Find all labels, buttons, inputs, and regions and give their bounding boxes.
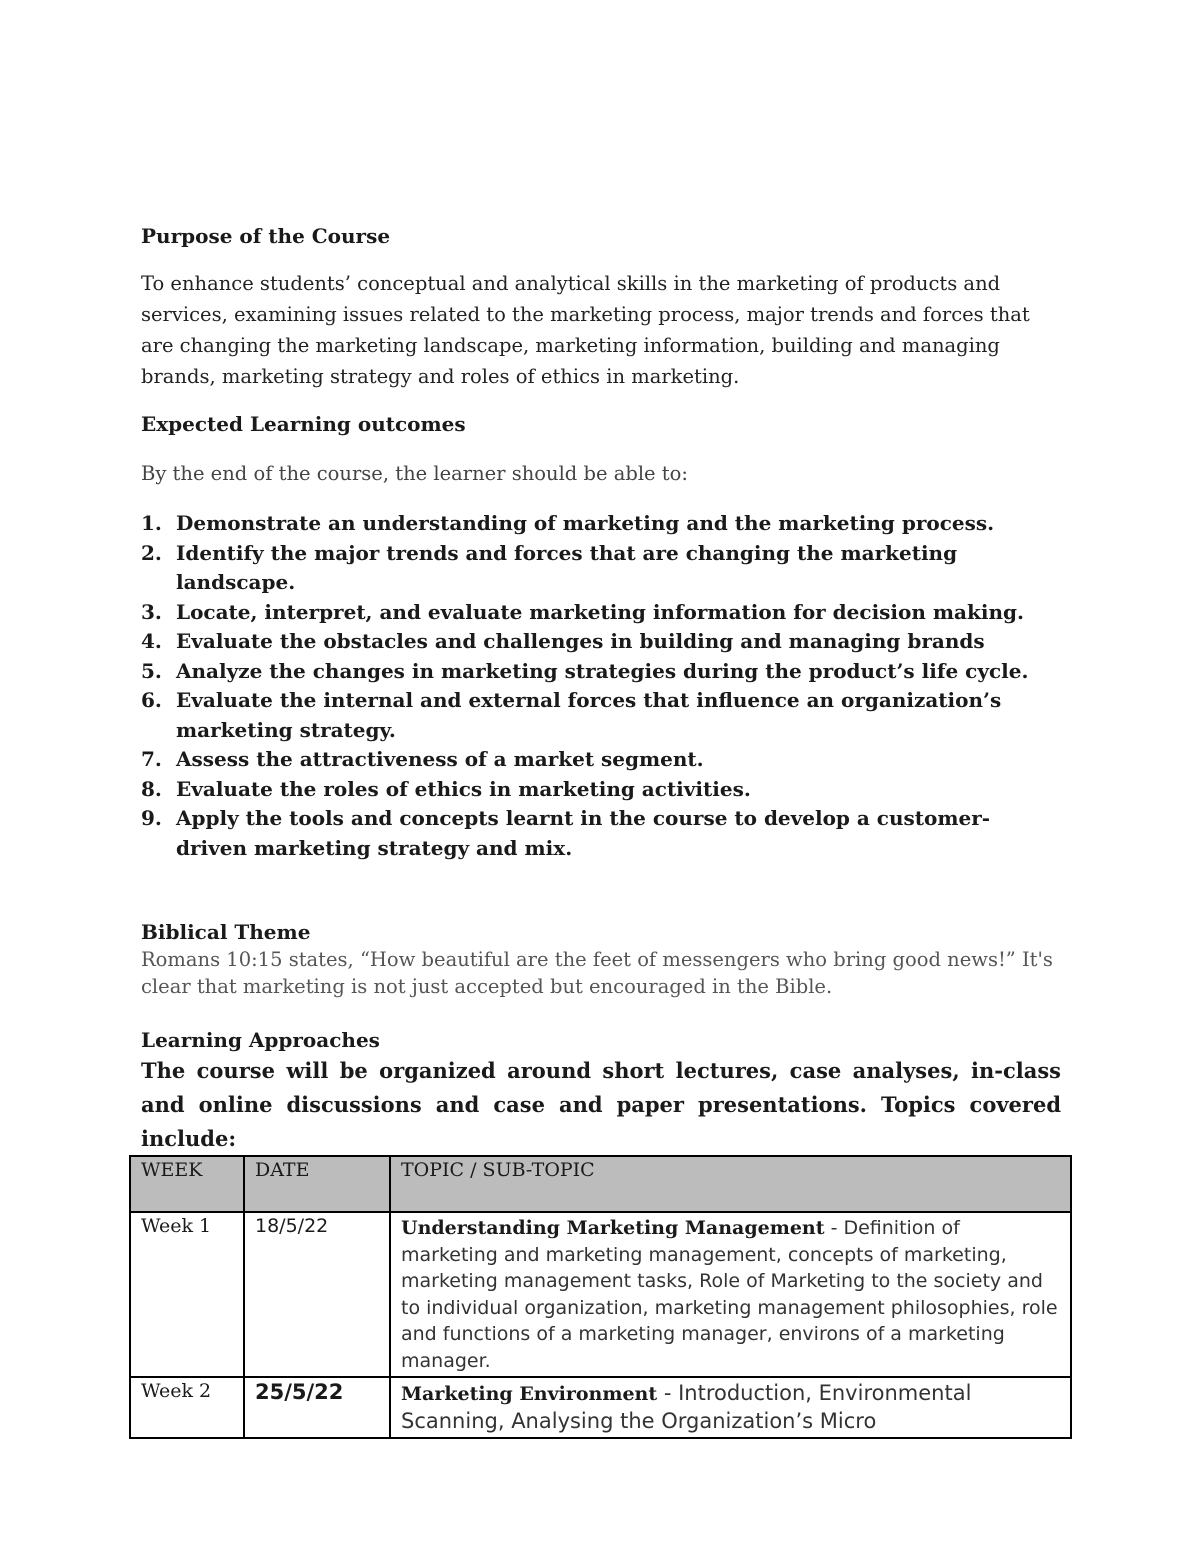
outcome-text: Evaluate the internal and external forces that influence an organization’s marketing strategy. xyxy=(176,688,1002,742)
topic-detail: - Definition of marketing and marketing management, concepts of marketing, marketing management tasks, Role of Marketing to the society and to individual organization, marketing management philosophies, role and functions of a marketing manager, environs of a marketing manager. xyxy=(401,1217,1058,1372)
outcome-item xyxy=(141,775,1061,805)
table-row xyxy=(130,1212,1071,1377)
topic-title: Understanding Marketing Management xyxy=(401,1217,825,1239)
date-cell: 18/5/22 xyxy=(244,1212,390,1377)
outcome-item xyxy=(141,509,1061,539)
topic-cell xyxy=(390,1212,1071,1377)
header-week: WEEK xyxy=(130,1156,244,1212)
outcome-item xyxy=(141,539,1061,598)
outcomes-list xyxy=(141,509,1061,863)
outcome-number: 2. xyxy=(141,540,162,565)
header-date: DATE xyxy=(244,1156,390,1212)
outcome-number: 1. xyxy=(141,511,162,535)
outcome-text: Apply the tools and concepts learnt in the course to develop a customer-driven marketing strategy and mix. xyxy=(176,806,991,860)
outcome-number: 7. xyxy=(141,747,162,771)
outcome-item xyxy=(141,598,1061,628)
topics-table xyxy=(129,1155,1072,1439)
outcome-number: 9. xyxy=(141,806,162,830)
approaches-text: The course will be organized around short lectures, case analyses, in-class and online discussions and case and paper presentations. Topics covered include: xyxy=(141,1058,1061,1151)
table-header-row xyxy=(130,1156,1071,1212)
outcomes-intro: By the end of the course, the learner should be able to: xyxy=(141,462,688,485)
outcomes-heading: Expected Learning outcomes xyxy=(141,412,466,436)
biblical-heading: Biblical Theme xyxy=(141,920,311,944)
week-cell: Week 1 xyxy=(130,1212,244,1377)
outcome-text: Assess the attractiveness of a market segment. xyxy=(176,747,704,771)
outcome-text: Identify the major trends and forces that are changing the marketing landscape. xyxy=(176,540,958,594)
outcome-number: 5. xyxy=(141,658,162,683)
topic-detail: - Introduction, Environmental Scanning, Analysing the Organization’s Micro xyxy=(401,1381,972,1433)
outcome-text: Evaluate the obstacles and challenges in building and managing brands xyxy=(176,629,985,653)
outcome-number: 8. xyxy=(141,776,162,801)
outcome-number: 6. xyxy=(141,688,162,712)
outcome-item xyxy=(141,627,1061,657)
outcome-text: Evaluate the roles of ethics in marketing activities. xyxy=(176,776,751,801)
outcome-item xyxy=(141,745,1061,775)
biblical-text: Romans 10:15 states, “How beautiful are the feet of messengers who bring good news!” It's clear that marketing is not just accepted but encouraged in the Bible. xyxy=(141,948,1053,998)
week-cell: Week 2 xyxy=(130,1377,244,1438)
outcome-item xyxy=(141,686,1061,745)
table-row xyxy=(130,1377,1071,1438)
outcome-text: Demonstrate an understanding of marketing and the marketing process. xyxy=(176,511,995,535)
outcome-text: Analyze the changes in marketing strategies during the product’s life cycle. xyxy=(176,658,1029,683)
header-topic: TOPIC / SUB-TOPIC xyxy=(390,1156,1071,1212)
document-page xyxy=(141,222,1061,1156)
date-cell: 25/5/22 xyxy=(244,1377,390,1438)
purpose-text: To enhance students’ conceptual and analytical skills in the marketing of products and services, examining issues related to the marketing process, major trends and forces that are changing the marketing landscape, marketing information, building and managing brands, marketing strategy and roles of ethics in marketing. xyxy=(141,272,1030,388)
outcome-item xyxy=(141,657,1061,687)
purpose-heading: Purpose of the Course xyxy=(141,224,391,248)
biblical-theme-section xyxy=(141,919,1061,1000)
topic-title: Marketing Environment xyxy=(401,1383,658,1405)
outcome-number: 4. xyxy=(141,629,162,653)
topic-cell xyxy=(390,1377,1071,1438)
outcome-text: Locate, interpret, and evaluate marketing information for decision making. xyxy=(176,599,1024,624)
approaches-heading: Learning Approaches xyxy=(141,1028,380,1052)
outcome-number: 3. xyxy=(141,599,162,624)
outcome-item xyxy=(141,804,1061,863)
learning-approaches-section xyxy=(141,1027,1061,1156)
